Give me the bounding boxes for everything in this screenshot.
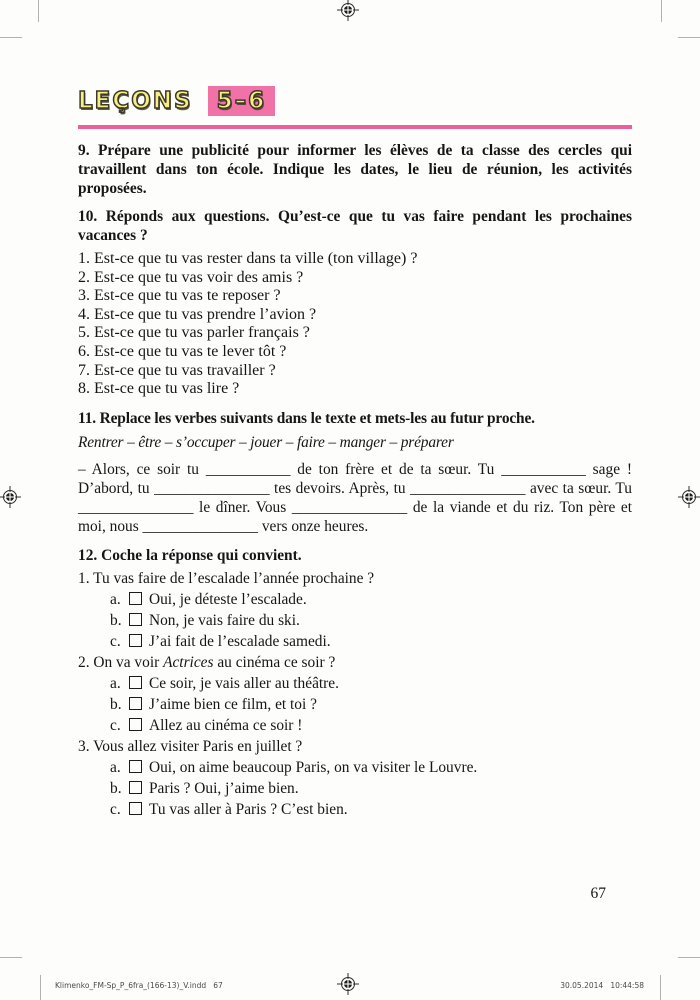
option-text: Paris ? Oui, j’aime bien. <box>149 779 299 797</box>
option-letter: c. <box>110 800 121 818</box>
answer-option <box>110 632 632 651</box>
list-item: 7. Est-ce que tu vas travailler ? <box>78 361 276 379</box>
crop-mark <box>678 957 700 958</box>
option-text: Oui, on aime beaucoup Paris, on va visiter le Louvre. <box>149 758 478 776</box>
answer-option <box>110 716 632 735</box>
gap-fill-text: – Alors, ce soir tu ___________ de ton frère et de ta sœur. Tu ___________ sage ! D’abord, tu _______________ tes devoirs. Après, tu _______________ avec ta sœur. Tu _______________ le dîner. Vous _______________ de la viande et du riz. Ton père et moi, nous _______________ vers onze heures. <box>78 460 632 535</box>
registration-mark-icon <box>0 486 21 508</box>
list-item: 8. Est-ce que tu vas lire ? <box>78 380 240 398</box>
verb-bank: Rentrer – être – s’occuper – jouer – faire – manger – préparer <box>78 433 454 451</box>
answer-option <box>110 695 632 714</box>
list-item: 5. Est-ce que tu vas parler français ? <box>78 324 310 342</box>
exercise-10-heading: 10. Réponds aux questions. Qu’est-ce que tu vas faire pendant les prochaines vacances ? <box>78 208 632 244</box>
answer-option <box>110 674 632 693</box>
footer-datetime: 30.05.2014 10:44:58 <box>560 981 644 990</box>
list-item: 1. Est-ce que tu vas rester dans ta ville (ton village) ? <box>78 250 418 267</box>
option-letter: c. <box>110 716 121 734</box>
page-content <box>78 86 632 821</box>
crop-mark <box>678 37 700 38</box>
crop-mark <box>660 975 661 1000</box>
question-text <box>78 569 632 589</box>
option-text: Non, je vais faire du ski. <box>149 611 300 629</box>
checkbox-icon <box>129 697 142 710</box>
checkbox-icon <box>129 760 142 773</box>
option-letter: c. <box>110 632 121 650</box>
list-item: 2. Est-ce que tu vas voir des amis ? <box>78 268 304 286</box>
exercise-10-question-list <box>78 250 632 399</box>
checkbox-icon <box>129 634 142 647</box>
checkbox-icon <box>129 613 142 626</box>
question-text <box>78 737 632 757</box>
option-text: J’ai fait de l’escalade samedi. <box>149 632 331 650</box>
exercise-9-heading: 9. Prépare une publicité pour informer les élèves de ta classe des cercles qui travaillent dans ton école. Indique les dates, le lieu de réunion, les activités proposées. <box>78 142 632 197</box>
answer-option <box>110 800 632 819</box>
question-text-part: 1. Tu vas faire de l’escalade l’année prochaine ? <box>78 569 375 587</box>
question-text-part: 3. Vous allez visiter Paris en juillet ? <box>78 737 303 755</box>
checkbox-icon <box>129 718 142 731</box>
option-text: Oui, je déteste l’escalade. <box>149 590 307 608</box>
crop-mark <box>0 957 22 958</box>
mc-question-3 <box>78 737 632 819</box>
question-text-part: 2. On va voir <box>78 653 164 671</box>
option-text: J’aime bien ce film, et toi ? <box>149 695 317 713</box>
lesson-header <box>78 86 632 116</box>
option-letter: b. <box>110 779 122 797</box>
list-item: 6. Est-ce que tu vas te lever tôt ? <box>78 342 287 360</box>
answer-option <box>110 758 632 777</box>
answer-option <box>110 611 632 630</box>
option-text: Allez au cinéma ce soir ! <box>149 716 303 734</box>
registration-mark-icon <box>337 973 359 995</box>
crop-mark <box>38 0 39 22</box>
lessons-title: LEÇONS <box>78 88 193 114</box>
footer-filename: Klimenko_FM-Sp_P_6fra_(166-13)_V.indd 67 <box>55 981 223 990</box>
header-rule <box>78 125 632 129</box>
option-letter: a. <box>110 674 121 692</box>
question-text <box>78 653 632 673</box>
exercise-12-heading: 12. Coche la réponse qui convient. <box>78 546 302 564</box>
registration-mark-icon <box>678 486 700 508</box>
mc-question-2 <box>78 653 632 735</box>
option-letter: a. <box>110 758 121 776</box>
checkbox-icon <box>129 802 142 815</box>
list-item: 3. Est-ce que tu vas te reposer ? <box>78 287 281 305</box>
registration-mark-icon <box>337 0 359 21</box>
crop-mark <box>0 37 22 38</box>
option-letter: a. <box>110 590 121 608</box>
answer-option <box>110 590 632 609</box>
option-text: Tu vas aller à Paris ? C’est bien. <box>149 800 348 818</box>
checkbox-icon <box>129 592 142 605</box>
question-text-italic: Actrices <box>163 653 214 671</box>
option-text: Ce soir, je vais aller au théâtre. <box>149 674 339 692</box>
checkbox-icon <box>129 781 142 794</box>
list-item: 4. Est-ce que tu vas prendre l’avion ? <box>78 305 317 323</box>
mc-question-1 <box>78 569 632 651</box>
exercise-11-heading: 11. Replace les verbes suivants dans le texte et mets-les au futur proche. <box>78 409 535 427</box>
option-letter: b. <box>110 611 122 629</box>
crop-mark <box>661 0 662 22</box>
question-text-part: au cinéma ce soir ? <box>213 653 336 671</box>
page-number: 67 <box>590 885 606 902</box>
checkbox-icon <box>129 676 142 689</box>
crop-mark <box>40 975 41 1000</box>
answer-option <box>110 779 632 798</box>
option-letter: b. <box>110 695 122 713</box>
lessons-range-badge: 5–6 <box>208 86 276 116</box>
